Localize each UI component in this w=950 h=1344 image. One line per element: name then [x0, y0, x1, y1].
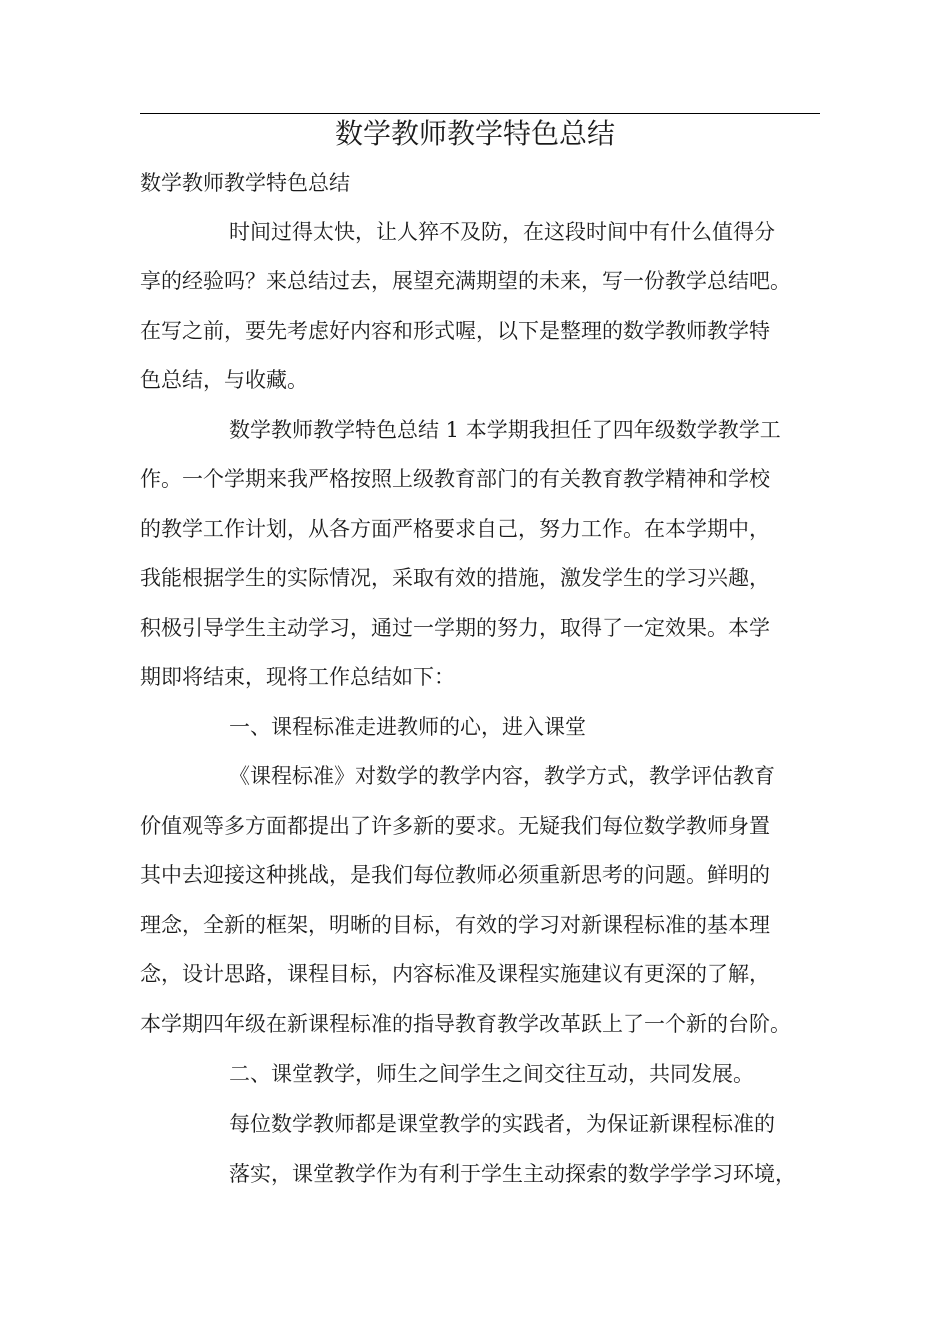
paragraph-line: 的教学工作计划，从各方面严格要求自己，努力工作。在本学期中， [140, 517, 770, 541]
paragraph-line: 时间过得太快，让人猝不及防，在这段时间中有什么值得分 [229, 220, 775, 244]
paragraph-line: 《课程标准》对数学的教学内容，教学方式，教学评估教育 [229, 764, 775, 788]
header-rule [140, 113, 820, 114]
paragraph-line: 我能根据学生的实际情况，采取有效的措施，激发学生的学习兴趣， [140, 566, 770, 590]
paragraph-line: 其中去迎接这种挑战，是我们每位教师必须重新思考的问题。鲜明的 [140, 863, 770, 887]
section-heading: 一、课程标准走进教师的心，进入课堂 [229, 715, 586, 739]
section-heading: 二、课堂教学，师生之间学生之间交往互动，共同发展。 [229, 1062, 754, 1086]
paragraph-line: 念，设计思路，课程目标，内容标准及课程实施建议有更深的了解， [140, 962, 770, 986]
paragraph-line: 色总结，与收藏。 [140, 368, 308, 392]
paragraph-line: 积极引导学生主动学习，通过一学期的努力，取得了一定效果。本学 [140, 616, 770, 640]
paragraph-line: 作。一个学期来我严格按照上级教育部门的有关教育教学精神和学校 [140, 467, 770, 491]
paragraph-line: 落实，课堂教学作为有利于学生主动探索的数学学学习环境， [229, 1162, 796, 1186]
paragraph-line: 享的经验吗？来总结过去，展望充满期望的未来，写一份教学总结吧。 [140, 269, 791, 293]
document-subtitle: 数学教师教学特色总结 [140, 171, 350, 195]
paragraph-line: 理念，全新的框架，明晰的目标，有效的学习对新课程标准的基本理 [140, 913, 770, 937]
paragraph-line: 数学教师教学特色总结 1 本学期我担任了四年级数学教学工 [229, 418, 781, 442]
paragraph-line: 本学期四年级在新课程标准的指导教育教学改革跃上了一个新的台阶。 [140, 1012, 791, 1036]
paragraph-line: 期即将结束，现将工作总结如下： [140, 665, 455, 689]
document-title: 数学教师教学特色总结 [334, 117, 615, 150]
paragraph-line: 每位数学教师都是课堂教学的实践者，为保证新课程标准的 [229, 1112, 775, 1136]
paragraph-line: 在写之前，要先考虑好内容和形式喔，以下是整理的数学教师教学特 [140, 319, 770, 343]
paragraph-line: 价值观等多方面都提出了许多新的要求。无疑我们每位数学教师身置 [140, 814, 770, 838]
